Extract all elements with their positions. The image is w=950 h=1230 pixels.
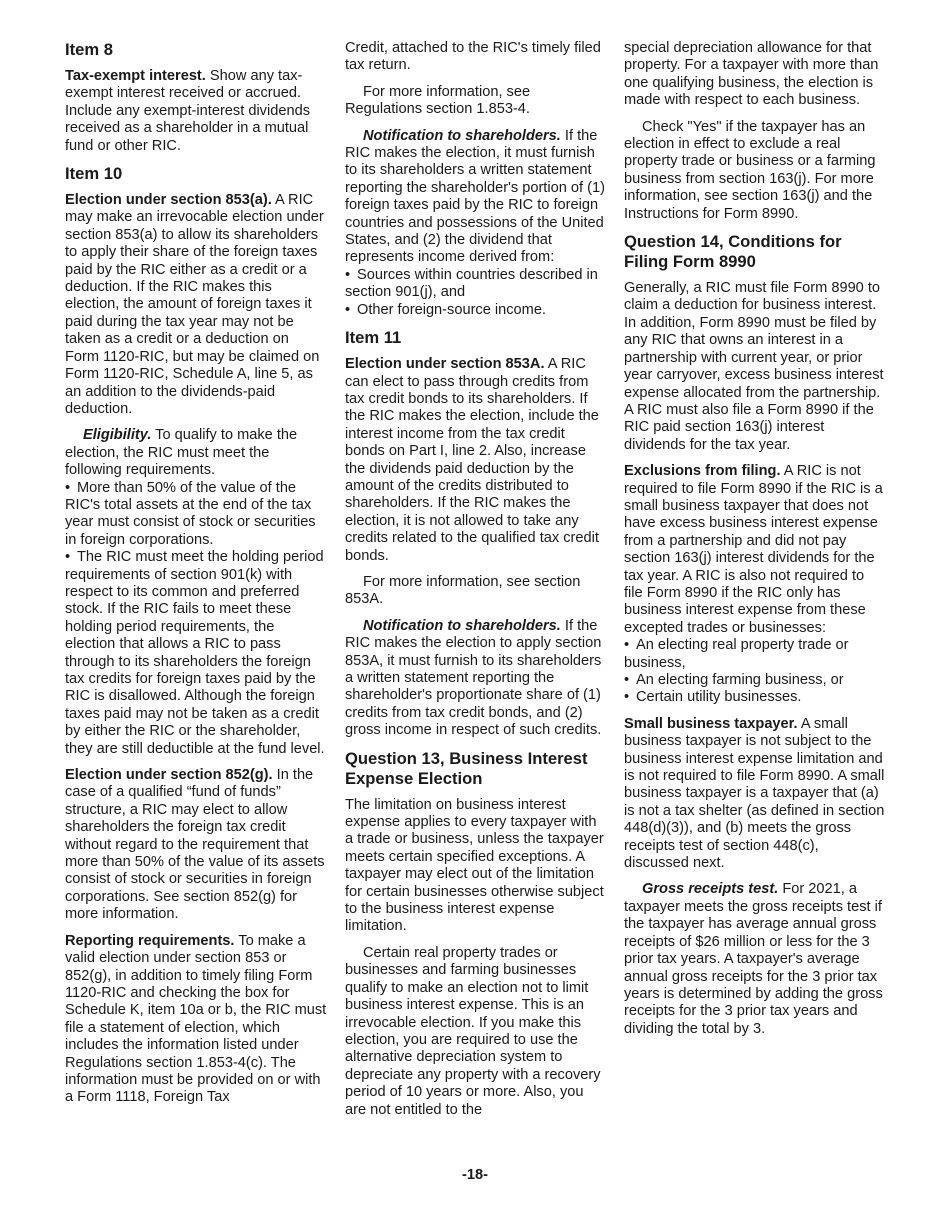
run-in-heading: Small business taxpayer. [624, 715, 798, 732]
run-in-heading: Notification to shareholders. [363, 127, 561, 144]
bullet-icon: • [65, 549, 71, 566]
bullet-icon: • [624, 672, 630, 688]
list-item: • More than 50% of the value of the RIC's total assets at the end of the tax year must consist of stock or securities in foreign corporations. [65, 479, 316, 548]
bullet-icon: • [345, 301, 351, 318]
column-right [624, 40, 886, 1047]
bullet-icon: • [65, 479, 71, 496]
list-item: • Sources within countries described in section 901(j), and [345, 266, 598, 301]
list-item: • The RIC must meet the holding period requirements of section 901(k) with respect to its common and preferred stock. If the RIC fails to meet these holding period requirements, the election that allows a RIC to pass through to its shareholders the foreign tax credits for foreign taxes paid by the RIC is disallowed. Although the foreign taxes paid may not be taken as a credit by either the RIC or the shareholder, they are still deductible at the fund level. [65, 549, 325, 757]
list-item: • An electing real property trade or business, [624, 637, 849, 671]
item10-heading: Item 10 [65, 164, 123, 184]
list-item: • Other foreign-source income. [345, 301, 546, 318]
column-middle [345, 40, 607, 1128]
notification-paragraph: Notification to shareholders. If the RIC makes the election, it must furnish to its shareholders a written statement reporting the shareholder's portion of (1) foreign taxes paid by the RIC to foreign countries and possessions of the United States, and (2) the dividend that represents income derived from: [345, 127, 605, 266]
question13-paragraph-2: Certain real property trades or businesses and farming businesses qualify to make an election not to limit business interest expense. This is an irrevocable election. If you make this election, you are required to use the alternative depreciation system to depreciate any property with a recovery period of 10 years or more. Also, you are not entitled to the [345, 944, 601, 1118]
question14-paragraph: Generally, a RIC must file Form 8990 to claim a deduction for business interest. In addition, Form 8990 must be filed by any RIC that owns an interest in a partnership with current year, or prior year carryover, excess business interest expense allocated from the partnership. A RIC must also file a Form 8990 if the RIC paid section 163(j) interest dividends for the tax year. [624, 280, 884, 453]
run-in-heading: Tax-exempt interest. [65, 68, 206, 84]
bullet-icon: • [624, 637, 630, 654]
gross-receipts-paragraph: Gross receipts test. For 2021, a taxpayer meets the gross receipts test if the taxpayer has average annual gross receipts of $26 million or less for the 3 prior tax years. A taxpayer's average annual gross receipts for the 3 prior tax years is determined by adding the gross receipts for the 3 prior tax years and dividing the total by 3. [624, 881, 883, 1037]
page-number: -18- [462, 1167, 488, 1183]
eligibility-paragraph: Eligibility. To qualify to make the election, the RIC must meet the following requirements. [65, 427, 298, 479]
run-in-heading: Notification to shareholders. [363, 617, 561, 634]
reporting-paragraph: Reporting requirements. To make a valid election under section 853 or 852(g), in addition to timely filing Form 1120-RIC and checking the box for Schedule K, item 10a or b, the RIC must file a statement of election, which includes the information listed under Regulations section 1.853-4(c). The information must be provided on or with a Form 1118, Foreign Tax [65, 932, 327, 1106]
run-in-heading: Reporting requirements. [65, 932, 235, 949]
notification-paragraph: Notification to shareholders. If the RIC makes the election to apply section 853A, it must furnish to its shareholders a written statement reporting the shareholder's proportionate share of (1) credits from tax credit bonds, and (2) gross income in respect of such credits. [345, 617, 602, 739]
small-business-paragraph: Small business taxpayer. A small business taxpayer is not subject to the business interest expense limitation and is not required to file Form 8990. A small business taxpayer is a taxpayer that (a) is not a tax shelter (as defined in section 448(d)(3)), and (b) meets the gross receipts test of section 448(c), discussed next. [624, 715, 885, 872]
column-left [65, 40, 327, 1116]
run-in-heading: Exclusions from filing. [624, 463, 781, 480]
run-in-heading: Election under section 853A. [345, 356, 545, 373]
eligibility-list [65, 480, 327, 759]
continued-paragraph: special depreciation allowance for that property. For a taxpayer with more than one qualifying business, the election is made with respect to each business. [624, 40, 879, 109]
bullet-icon: • [624, 689, 630, 706]
exclusions-paragraph: Exclusions from filing. A RIC is not required to file Form 8990 if the RIC is a small business taxpayer that does not have excess business interest expense from a partnership and did not pay section 163(j) interest dividends for the tax year. A RIC is also not required to file Form 8990 if the RIC only has business interest expense from these excepted trades or businesses: [624, 463, 883, 636]
item11-heading: Item 11 [345, 328, 402, 348]
item10-paragraph: Election under section 853(a). A RIC may make an irrevocable election under section 853(a) to allow its shareholders to apply their share of the foreign taxes paid by the RIC either as a credit or a deduction. If the RIC makes this election, the amount of foreign taxes it paid during the tax year may not be taken as a credit or a deduction on Form 1120-RIC, but may be claimed on Form 1120-RIC, Schedule A, line 5, as an addition to the dividends-paid deduction. [65, 192, 324, 417]
list-item: • Certain utility businesses. [624, 689, 802, 706]
list-item: • An electing farming business, or [624, 672, 844, 688]
bullet-icon: • [345, 266, 351, 283]
section-852g-paragraph: Election under section 852(g). In the case of a qualified “fund of funds” structure, a RIC may elect to allow shareholders the foreign tax credit without regard to the requirement that more than 50% of the value of its assets consist of stock or securities in foreign corporations. See section 852(g) for more information. [65, 767, 325, 923]
income-list [345, 267, 607, 319]
item8-paragraph: Tax-exempt interest. Show any tax-exempt interest received or accrued. Include any exempt-interest dividends received as a shareholder in a mutual fund or other RIC. [65, 68, 310, 154]
item11-paragraph: Election under section 853A. A RIC can elect to pass through credits from tax credit bonds to its shareholders. If the RIC makes the election, include the interest income from the tax credit bonds on Part I, line 2. Also, increase the dividends paid deduction by the amount of the credits distributed to shareholders. If the RIC makes the election, it is not allowed to take any credits related to the qualified tax credit bonds. [345, 356, 599, 564]
item8-heading: Item 8 [65, 40, 113, 59]
continued-paragraph: Credit, attached to the RIC's timely filed tax return. [345, 40, 601, 74]
more-info-paragraph: For more information, see Regulations section 1.853-4. [345, 83, 531, 118]
run-in-heading: Election under section 853(a). [65, 192, 272, 209]
more-info-paragraph: For more information, see section 853A. [345, 573, 581, 608]
excepted-businesses-list [624, 637, 886, 707]
run-in-heading: Election under section 852(g). [65, 767, 273, 784]
check-yes-paragraph: Check "Yes" if the taxpayer has an election in effect to exclude a real property trade or business or a farming business from section 163(j). For more information, see section 163(j) and the Instructions for Form 8990. [624, 118, 876, 222]
run-in-heading: Gross receipts test. [642, 881, 779, 898]
question14-heading: Question 14, Conditions for Filing Form 8990 [624, 232, 842, 272]
run-in-heading: Eligibility. [83, 427, 152, 444]
question13-heading: Question 13, Business Interest Expense Election [345, 748, 588, 788]
question13-paragraph: The limitation on business interest expense applies to every taxpayer with a trade or business, unless the taxpayer meets certain specified exceptions. A taxpayer may elect out of the limitation for certain businesses otherwise subject to the business interest expense limitation. [345, 796, 604, 935]
